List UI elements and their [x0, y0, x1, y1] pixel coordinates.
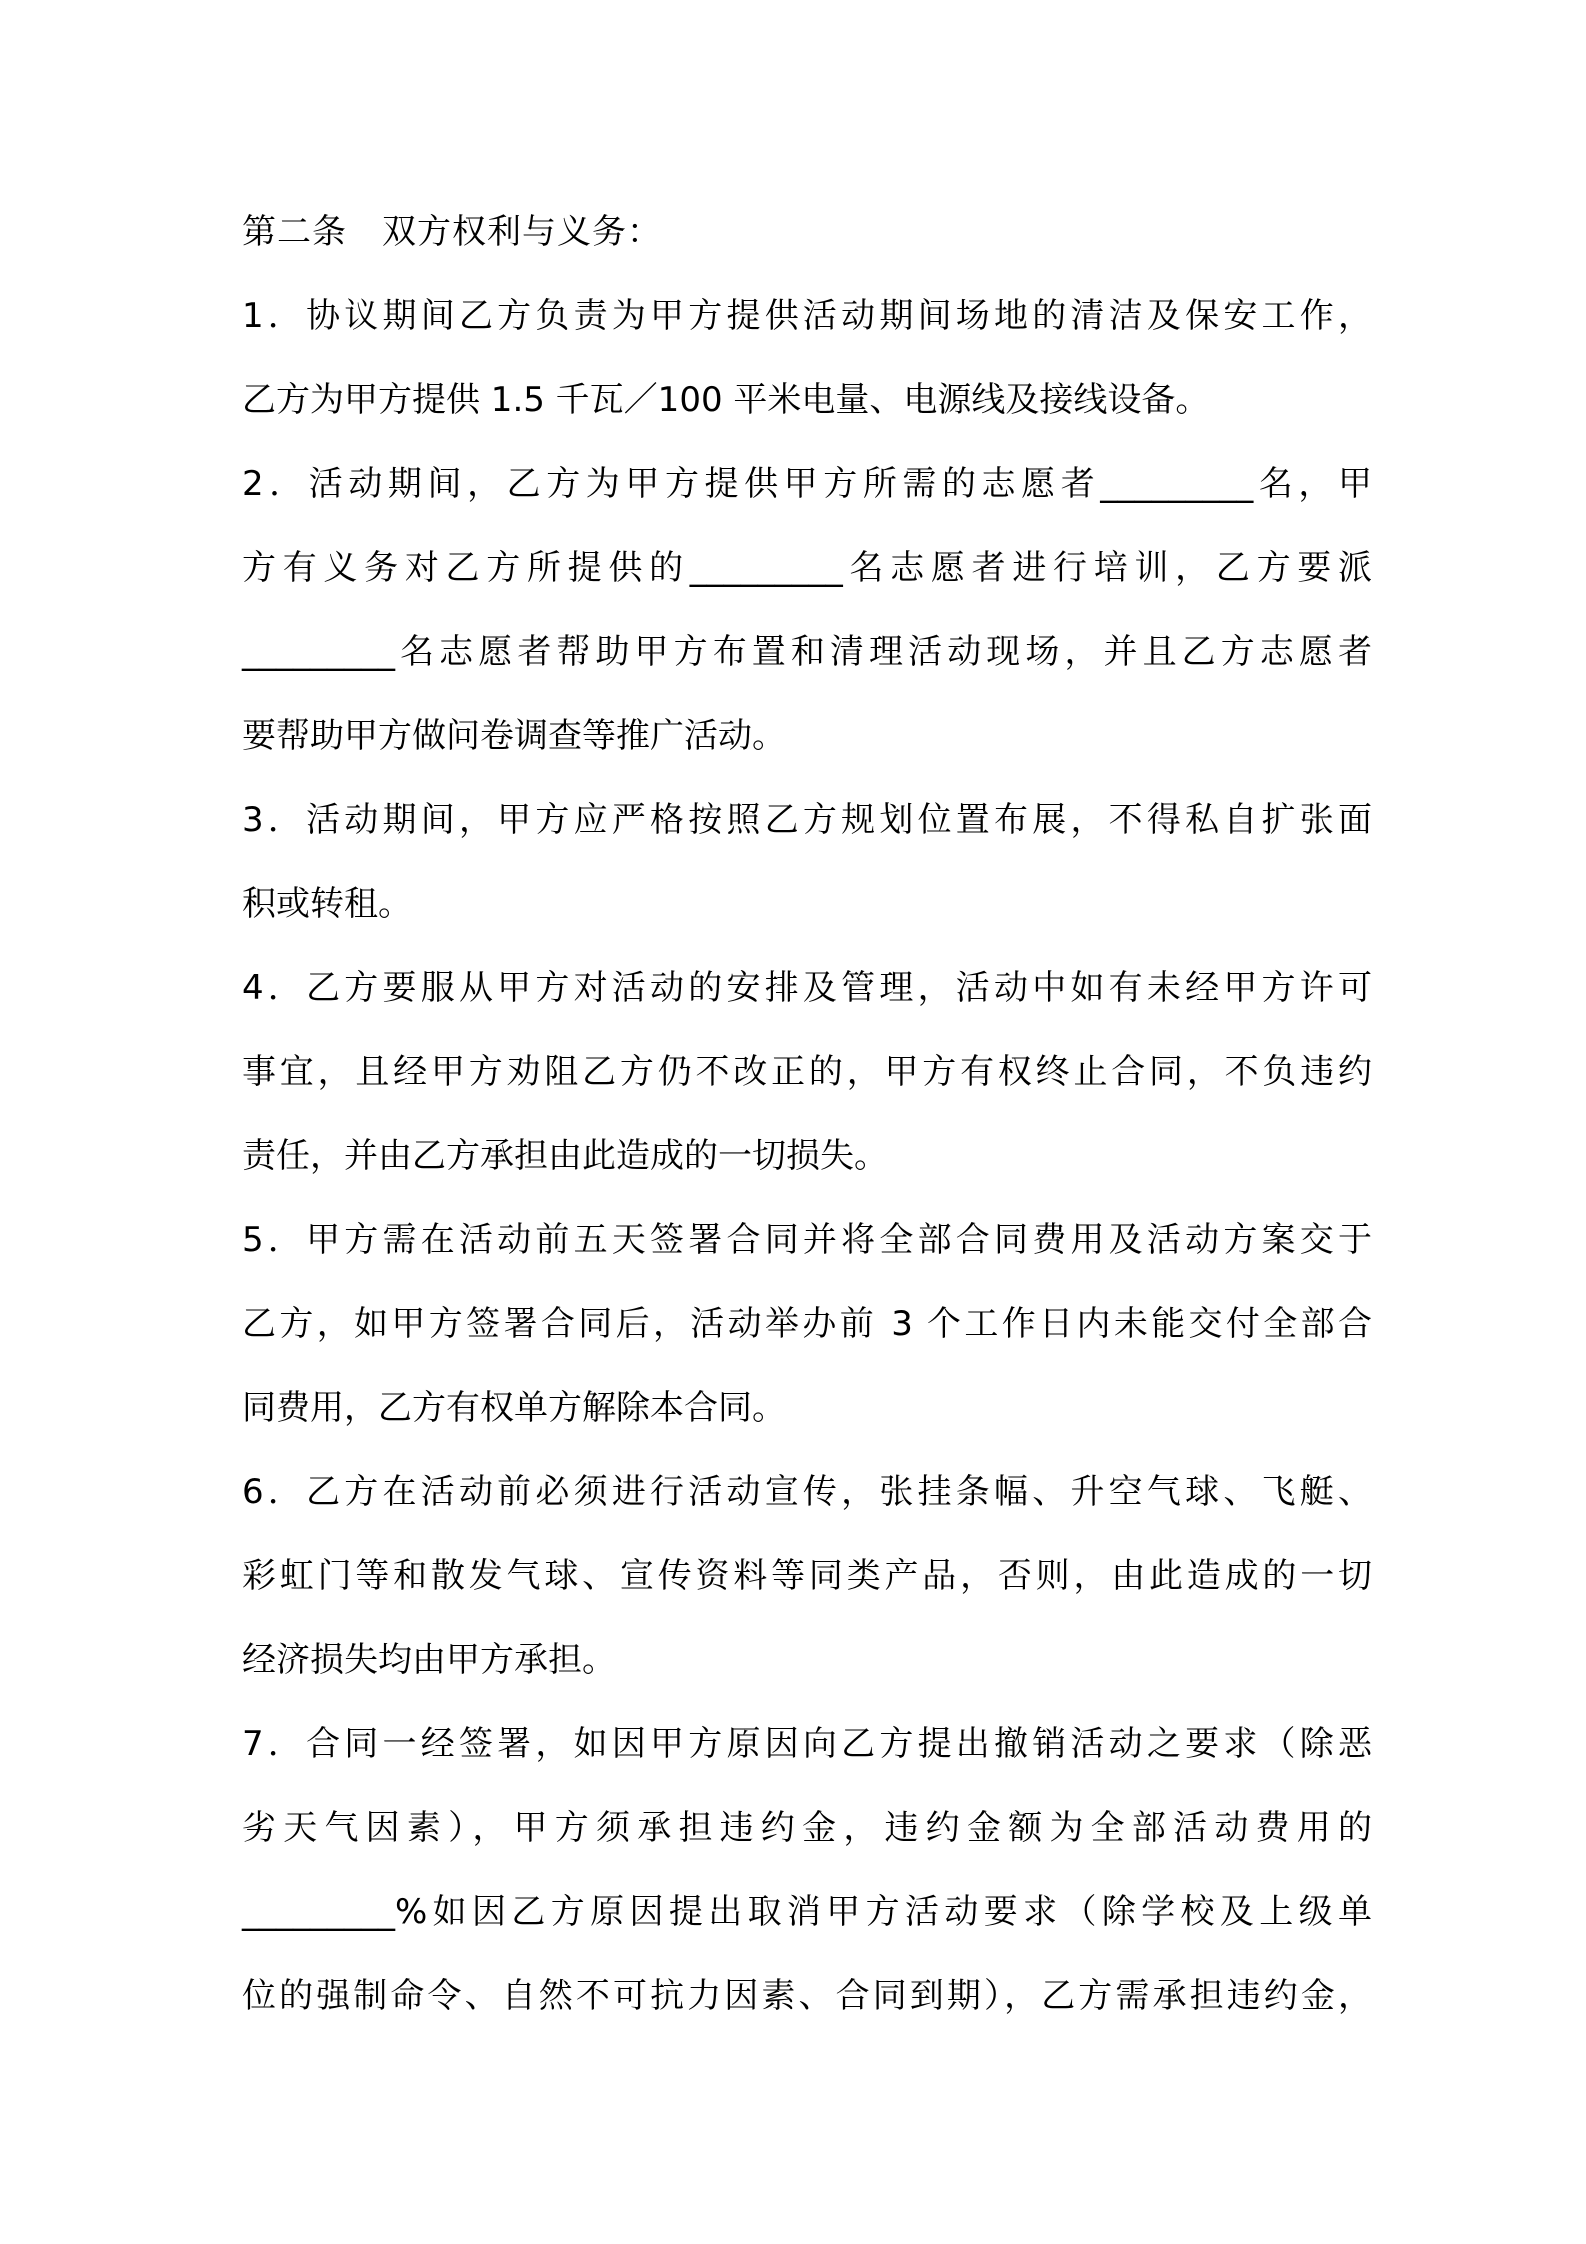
- text-line: 4．乙方要服从甲方对活动的安排及管理，活动中如有未经甲方许可: [242, 968, 1372, 1008]
- text-line: 7．合同一经签署，如因甲方原因向乙方提出撤销活动之要求（除恶: [242, 1724, 1372, 1764]
- text-line: 1．协议期间乙方负责为甲方提供活动期间场地的清洁及保安工作，: [242, 296, 1372, 336]
- text-line: 彩虹门等和散发气球、宣传资料等同类产品，否则，由此造成的一切: [242, 1556, 1372, 1596]
- text-line: 位的强制命令、自然不可抗力因素、合同到期），乙方需承担违约金，: [242, 1976, 1372, 2016]
- text-line: 同费用，乙方有权单方解除本合同。: [242, 1388, 786, 1428]
- text-line: 积或转租。: [242, 884, 412, 924]
- text-line: _________名志愿者帮助甲方布置和清理活动现场，并且乙方志愿者: [242, 632, 1372, 672]
- text-line: 经济损失均由甲方承担。: [242, 1640, 616, 1680]
- text-line: 乙方，如甲方签署合同后，活动举办前 3 个工作日内未能交付全部合: [242, 1304, 1372, 1344]
- text-line: 方有义务对乙方所提供的_________名志愿者进行培训，乙方要派: [242, 548, 1372, 588]
- text-line: 责任，并由乙方承担由此造成的一切损失。: [242, 1136, 888, 1176]
- document-body: [242, 190, 1372, 2038]
- article-heading: 第二条 双方权利与义务：: [242, 212, 662, 252]
- text-line: 5．甲方需在活动前五天签署合同并将全部合同费用及活动方案交于: [242, 1220, 1372, 1260]
- text-line: 3．活动期间，甲方应严格按照乙方规划位置布展，不得私自扩张面: [242, 800, 1372, 840]
- text-line: _________%如因乙方原因提出取消甲方活动要求（除学校及上级单: [242, 1892, 1372, 1932]
- text-line: 乙方为甲方提供 1.5 千瓦／100 平米电量、电源线及接线设备。: [242, 380, 1210, 420]
- text-line: 2．活动期间，乙方为甲方提供甲方所需的志愿者_________名，甲: [242, 464, 1372, 504]
- text-line: 劣天气因素），甲方须承担违约金，违约金额为全部活动费用的: [242, 1808, 1372, 1848]
- text-line: 要帮助甲方做问卷调查等推广活动。: [242, 716, 786, 756]
- text-line: 6．乙方在活动前必须进行活动宣传，张挂条幅、升空气球、飞艇、: [242, 1472, 1372, 1512]
- text-line: 事宜，且经甲方劝阻乙方仍不改正的，甲方有权终止合同，不负违约: [242, 1052, 1372, 1092]
